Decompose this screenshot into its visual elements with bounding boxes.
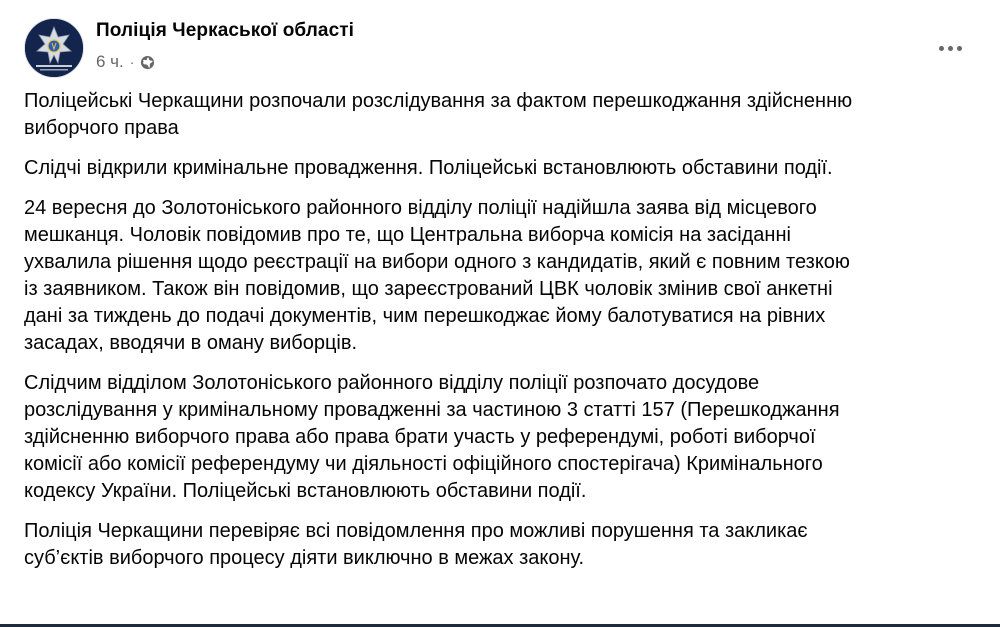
meta-separator: · xyxy=(129,54,135,70)
post-header xyxy=(24,16,976,80)
post-meta xyxy=(96,52,155,72)
more-options-button[interactable] xyxy=(932,30,968,66)
post-body xyxy=(24,88,976,585)
post-paragraph: Слідчим відділом Золотоніського районного відділу поліції розпочато досудове розслідування у кримінальному провадженні за частиною 3 статті 157 (Перешкоджання здійсненню виборчого права або права брати участь у референдумі, роботі виборчої комісії або комісії референдуму чи діяльності офіційного спостерігача) Кримінального кодексу України. Поліцейські встановлюють обставини події. xyxy=(24,372,840,502)
more-options-icon xyxy=(939,46,944,51)
globe-icon[interactable] xyxy=(140,55,155,70)
post-paragraph: Поліція Черкащини перевіряє всі повідомлення про можливі порушення та закликає суб’єктів виборчого процесу діяти виключно в межах закону. xyxy=(24,520,808,569)
post-paragraph: Поліцейські Черкащини розпочали розслідування за фактом перешкоджання здійсненню виборчого права xyxy=(24,90,853,139)
post-paragraph: 24 вересня до Золотоніського районного відділу поліції надійшла заява від місцевого мешканця. Чоловік повідомив про те, що Центральна виборча комісія на засіданні ухвалила рішення щодо реєстрації на вибори одного з кандидатів, який є повним тезкою із заявником. Також він повідомив, що зареєстрований ЦВК чоловік змінив свої анкетні дані за тиждень до подачі документів, чим перешкоджає йому балотуватися на рівних засадах, вводячи в оману виборців. xyxy=(24,197,850,354)
page-name-link[interactable]: Поліція Черкаської області xyxy=(96,20,355,41)
more-options-icon xyxy=(957,46,962,51)
page-avatar[interactable] xyxy=(24,18,84,78)
police-badge-icon xyxy=(25,19,83,77)
post-paragraph: Слідчі відкрили кримінальне провадження. Поліцейські встановлюють обставини події. xyxy=(24,157,833,179)
post-timestamp[interactable]: 6 ч. xyxy=(96,52,124,71)
more-options-icon xyxy=(948,46,953,51)
